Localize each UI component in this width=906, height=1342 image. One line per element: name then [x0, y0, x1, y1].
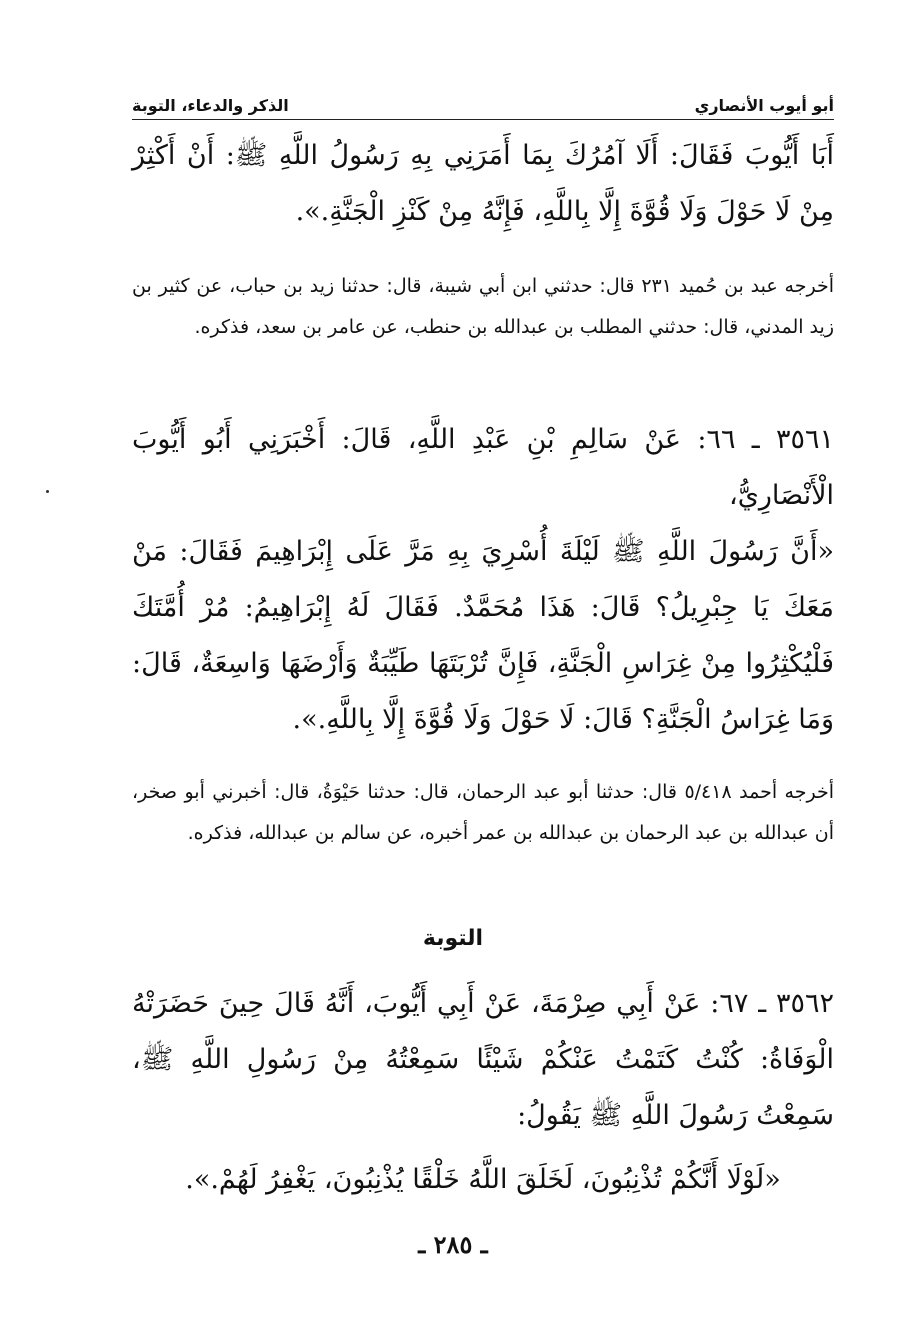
page-number: ـ ٢٨٥ ـ — [418, 1230, 488, 1259]
scan-speck — [46, 490, 49, 493]
section-title: التوبة — [422, 926, 484, 951]
hadith-3562-matn: «لَوْلَا أَنَّكُمْ تُذْنِبُونَ، لَخَلَقَ اللَّهُ خَلْقًا يُذْنِبُونَ، يَغْفِرُ لَهُمْ.». — [185, 1164, 781, 1195]
running-header — [132, 86, 834, 120]
header-chapter: الذكر والدعاء، التوبة — [132, 96, 289, 115]
hadith-3561-isnad: ٣٥٦١ ـ ٦٦: عَنْ سَالِمِ بْنِ عَبْدِ اللَّهِ، قَالَ: أَخْبَرَنِي أَبُو أَيُّوبَ الْأَنْصَارِيُّ، — [132, 424, 835, 511]
hadith-3561-matn: «أَنَّ رَسُولَ اللَّهِ ﷺ لَيْلَةَ أُسْرِيَ بِهِ مَرَّ عَلَى إِبْرَاهِيمَ فَقَالَ: مَنْ مَعَكَ يَا جِبْرِيلُ؟ قَالَ: هَذَا مُحَمَّدٌ. فَقَالَ لَهُ إِبْرَاهِيمُ: مُرْ أُمَّتَكَ فَلْيُكْثِرُوا مِنْ غِرَاسِ الْجَنَّةِ، فَإِنَّ تُرْبَتَهَا طَيِّبَةٌ وَأَرْضَهَا وَاسِعَةٌ، قَالَ: وَمَا غِرَاسُ الْجَنَّةِ؟ قَالَ: لَا حَوْلَ وَلَا قُوَّةَ إِلَّا بِاللَّهِ.». — [132, 536, 834, 735]
hadith-3562-isnad: ٣٥٦٢ ـ ٦٧: عَنْ أَبِي صِرْمَةَ، عَنْ أَبِي أَيُّوبَ، أَنَّهُ قَالَ حِينَ حَضَرَتْهُ الْوَفَاةُ: كُنْتُ كَتَمْتُ عَنْكُمْ شَيْئًا سَمِعْتُهُ مِنْ رَسُولِ اللَّهِ ﷺ، سَمِعْتُ رَسُولَ اللَّهِ ﷺ يَقُولُ: — [132, 988, 834, 1131]
hadith-continuation: أَبَا أَيُّوبَ فَقَالَ: أَلَا آمُرُكَ بِمَا أَمَرَنِي بِهِ رَسُولُ اللَّهِ ﷺ: أَنْ أَكْثِرْ مِنْ لَا حَوْلَ وَلَا قُوَّةَ إِلَّا بِاللَّهِ، فَإِنَّهُ مِنْ كَنْزِ الْجَنَّةِ.». — [132, 140, 834, 227]
takhrij-note-2: أخرجه أحمد ٥/٤١٨ قال: حدثنا أبو عبد الرحمان، قال: حدثنا حَيْوَةُ، قال: أخبرني أبو صخر، أن عبدالله بن عبد الرحمان بن عبدالله بن عمر أخبره، عن سالم بن عبدالله، فذكره. — [132, 781, 834, 844]
takhrij-note-1: أخرجه عبد بن حُميد ٢٣١ قال: حدثني ابن أبي شيبة، قال: حدثنا زيد بن حباب، عن كثير بن زيد المدني، قال: حدثني المطلب بن عبدالله بن حنطب، عن عامر بن سعد، فذكره. — [132, 275, 834, 338]
header-author: أبو أيوب الأنصاري — [694, 96, 834, 115]
